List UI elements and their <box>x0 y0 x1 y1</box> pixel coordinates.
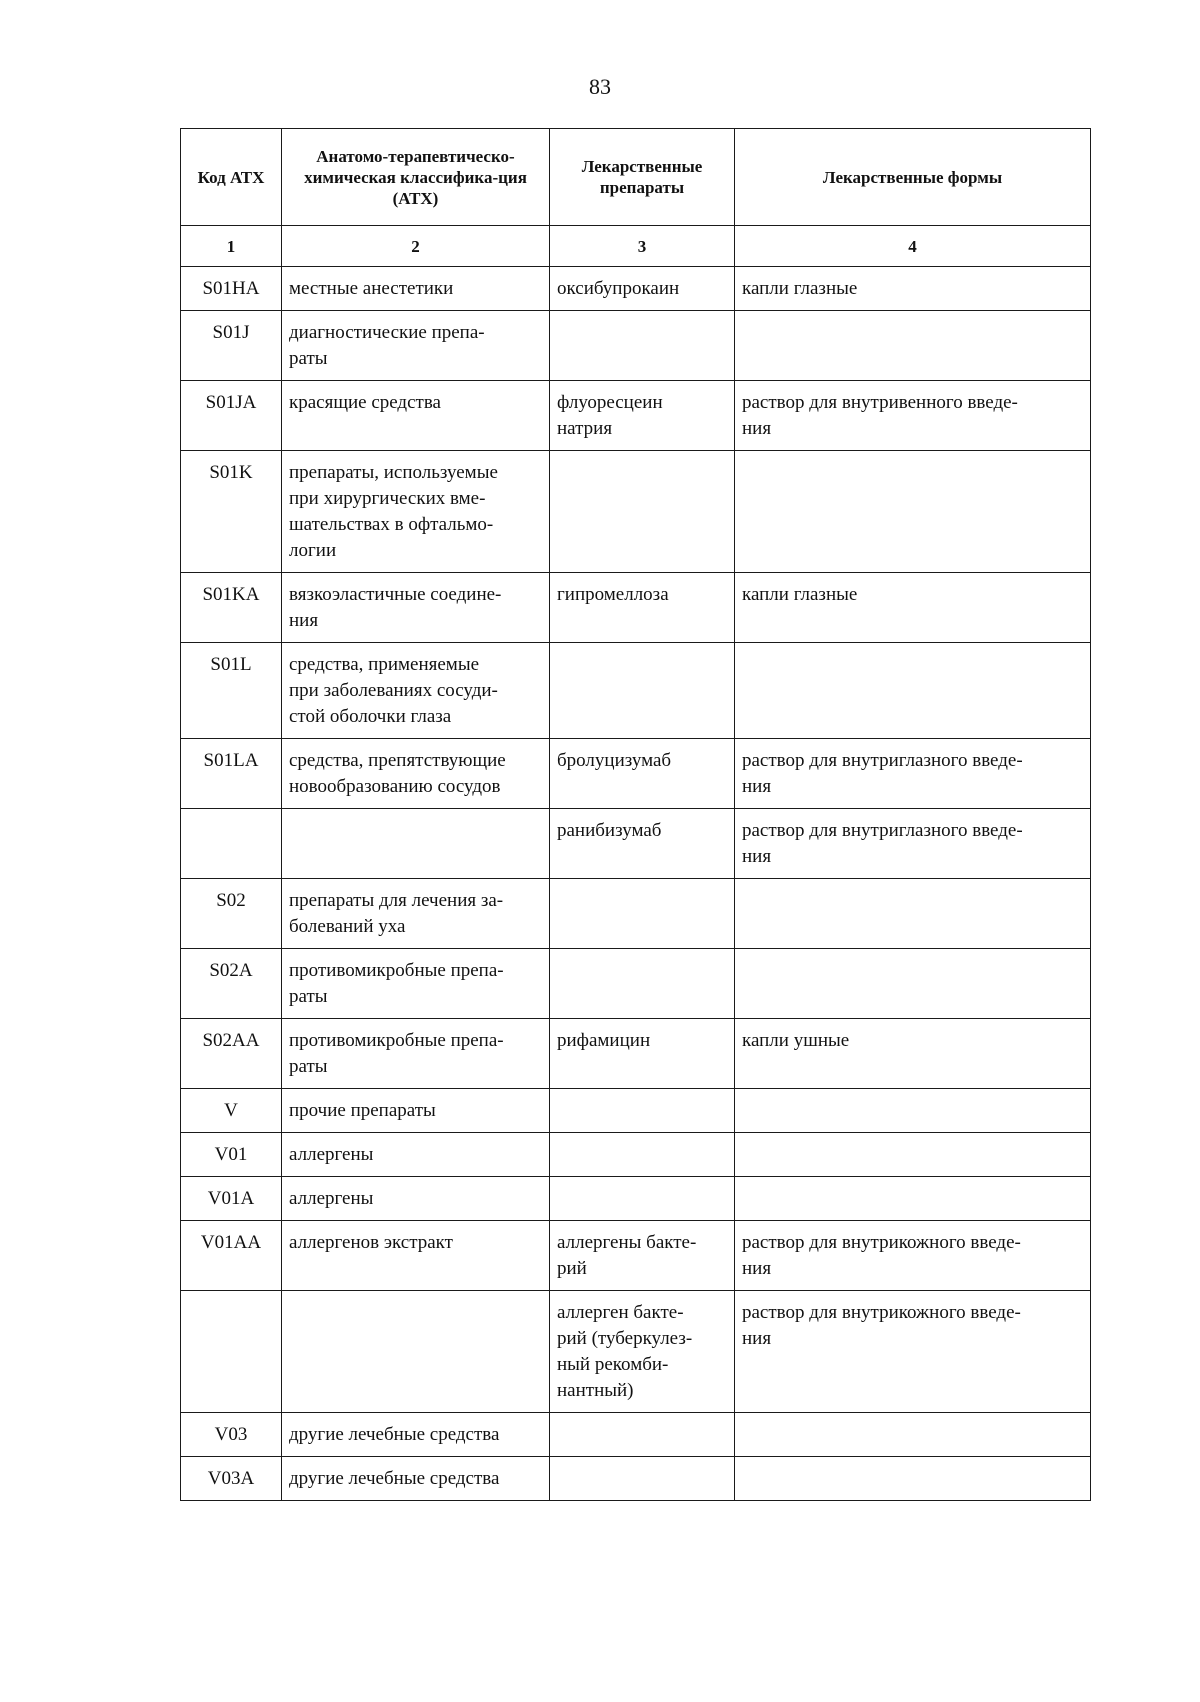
dosage-form-cell <box>735 1413 1091 1457</box>
table-row <box>181 267 1091 311</box>
atx-code-cell: V03A <box>181 1457 282 1501</box>
drug-cell: рифамицин <box>550 1019 735 1089</box>
dosage-form-cell: капли ушные <box>735 1019 1091 1089</box>
drug-cell <box>550 949 735 1019</box>
drug-cell <box>550 1089 735 1133</box>
dosage-form-cell <box>735 1133 1091 1177</box>
classification-cell: другие лечебные средства <box>282 1413 550 1457</box>
header-row <box>181 129 1091 226</box>
dosage-form-cell <box>735 311 1091 381</box>
column-number-row <box>181 226 1091 267</box>
table-row <box>181 643 1091 739</box>
dosage-form-cell <box>735 451 1091 573</box>
table-row <box>181 879 1091 949</box>
atx-code-cell: S02A <box>181 949 282 1019</box>
dosage-form-cell <box>735 879 1091 949</box>
drug-cell <box>550 643 735 739</box>
drug-cell: гипромеллоза <box>550 573 735 643</box>
atx-code-cell <box>181 809 282 879</box>
table-row <box>181 1413 1091 1457</box>
drug-cell <box>550 879 735 949</box>
dosage-form-cell <box>735 643 1091 739</box>
classification-cell: противомикробные препа- раты <box>282 1019 550 1089</box>
table-row <box>181 949 1091 1019</box>
classification-cell: препараты, используемые при хирургических вме- шательствах в офтальмо- логии <box>282 451 550 573</box>
atx-table <box>180 128 1091 1501</box>
atx-code-cell: S01J <box>181 311 282 381</box>
drug-cell: ранибизумаб <box>550 809 735 879</box>
classification-cell: препараты для лечения за- болеваний уха <box>282 879 550 949</box>
dosage-form-cell <box>735 949 1091 1019</box>
classification-cell: другие лечебные средства <box>282 1457 550 1501</box>
classification-cell: аллергенов экстракт <box>282 1221 550 1291</box>
classification-cell: аллергены <box>282 1177 550 1221</box>
classification-cell: красящие средства <box>282 381 550 451</box>
drug-cell <box>550 1413 735 1457</box>
table-row <box>181 1291 1091 1413</box>
classification-cell: аллергены <box>282 1133 550 1177</box>
classification-cell <box>282 809 550 879</box>
page-number: 83 <box>589 74 611 99</box>
table-row <box>181 573 1091 643</box>
classification-cell <box>282 1291 550 1413</box>
table-row <box>181 1177 1091 1221</box>
drug-cell <box>550 311 735 381</box>
table-row <box>181 1221 1091 1291</box>
table-row <box>181 1019 1091 1089</box>
table-row <box>181 381 1091 451</box>
table-row <box>181 1457 1091 1501</box>
atx-code-cell: V01AA <box>181 1221 282 1291</box>
classification-cell: прочие препараты <box>282 1089 550 1133</box>
atx-code-cell: S01L <box>181 643 282 739</box>
dosage-form-cell: раствор для внутриглазного введе- ния <box>735 809 1091 879</box>
atx-code-cell: S01LA <box>181 739 282 809</box>
atx-code-cell: S01JA <box>181 381 282 451</box>
atx-code-cell: S01HA <box>181 267 282 311</box>
column-number: 2 <box>282 226 550 267</box>
atx-code-cell: V01A <box>181 1177 282 1221</box>
header-code: Код АТХ <box>181 129 282 226</box>
classification-cell: средства, применяемые при заболеваниях сосуди- стой оболочки глаза <box>282 643 550 739</box>
column-number: 4 <box>735 226 1091 267</box>
dosage-form-cell: раствор для внутриглазного введе- ния <box>735 739 1091 809</box>
drug-cell <box>550 1457 735 1501</box>
dosage-form-cell: раствор для внутрикожного введе- ния <box>735 1221 1091 1291</box>
header-drugs: Лекарственные препараты <box>550 129 735 226</box>
table-row <box>181 1089 1091 1133</box>
atx-code-cell <box>181 1291 282 1413</box>
dosage-form-cell: капли глазные <box>735 267 1091 311</box>
atx-code-cell: S02 <box>181 879 282 949</box>
column-number: 1 <box>181 226 282 267</box>
column-number: 3 <box>550 226 735 267</box>
classification-cell: противомикробные препа- раты <box>282 949 550 1019</box>
drug-cell: бролуцизумаб <box>550 739 735 809</box>
drug-cell: аллерген бакте- рий (туберкулез- ный рекомби- нантный) <box>550 1291 735 1413</box>
classification-cell: местные анестетики <box>282 267 550 311</box>
classification-cell: средства, препятствующие новообразованию сосудов <box>282 739 550 809</box>
classification-cell: диагностические препа- раты <box>282 311 550 381</box>
table-row <box>181 311 1091 381</box>
header-forms: Лекарственные формы <box>735 129 1091 226</box>
classification-cell: вязкоэластичные соедине- ния <box>282 573 550 643</box>
atx-code-cell: V <box>181 1089 282 1133</box>
dosage-form-cell <box>735 1089 1091 1133</box>
drug-cell <box>550 1177 735 1221</box>
table-row <box>181 451 1091 573</box>
atx-code-cell: S01KA <box>181 573 282 643</box>
atx-code-cell: V01 <box>181 1133 282 1177</box>
table-row <box>181 739 1091 809</box>
atx-code-cell: S01K <box>181 451 282 573</box>
dosage-form-cell: раствор для внутрикожного введе- ния <box>735 1291 1091 1413</box>
drug-cell: аллергены бакте- рий <box>550 1221 735 1291</box>
dosage-form-cell: раствор для внутривенного введе- ния <box>735 381 1091 451</box>
table-row <box>181 809 1091 879</box>
drug-cell <box>550 1133 735 1177</box>
drug-cell <box>550 451 735 573</box>
atx-code-cell: S02AA <box>181 1019 282 1089</box>
dosage-form-cell <box>735 1177 1091 1221</box>
header-classification: Анатомо-терапевтическо-химическая классифика-ция (АТХ) <box>282 129 550 226</box>
drug-cell: оксибупрокаин <box>550 267 735 311</box>
table-row <box>181 1133 1091 1177</box>
drug-cell: флуоресцеин натрия <box>550 381 735 451</box>
atx-code-cell: V03 <box>181 1413 282 1457</box>
dosage-form-cell: капли глазные <box>735 573 1091 643</box>
dosage-form-cell <box>735 1457 1091 1501</box>
